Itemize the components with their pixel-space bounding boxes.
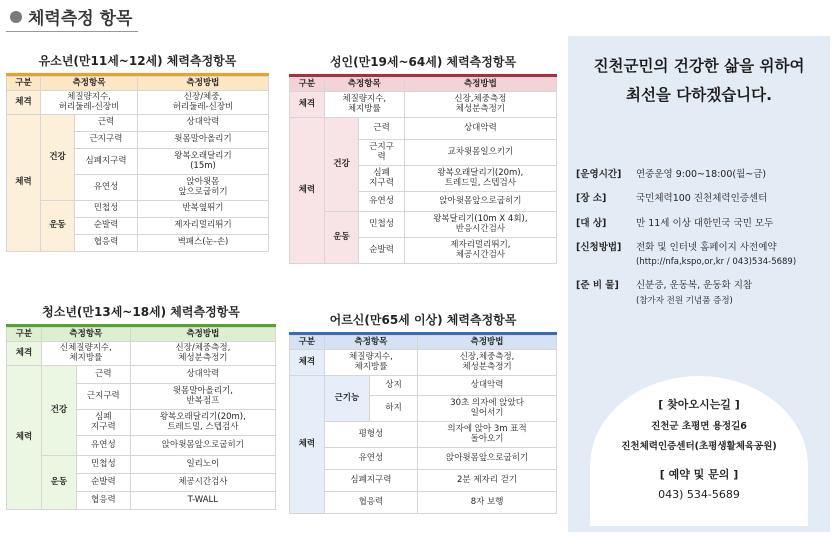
youth-panel xyxy=(6,49,269,252)
body-item: 체질량지수, 체지방률 xyxy=(324,350,417,376)
header-item: 측정항목 xyxy=(324,78,404,92)
info-value: 전화 및 인터넷 홈페이지 사전예약 xyxy=(636,242,777,254)
table-cell: 제자리멀리뛰기 xyxy=(137,218,268,235)
adult-table xyxy=(289,77,557,264)
body-label: 체격 xyxy=(7,342,42,366)
body-method: 신장,체중측정, 체성분측정기 xyxy=(418,350,557,376)
info-value-wrap xyxy=(636,280,826,306)
header-item: 측정항목 xyxy=(41,328,130,342)
table-cell: 왕복오래달리기(20m), 트레드밀, 스텝검사 xyxy=(130,410,275,436)
table-cell: 2분 제자리 걷기 xyxy=(418,470,557,492)
table-cell: 유연성 xyxy=(324,448,417,470)
exercise-label: 운동 xyxy=(324,212,359,264)
info-key: [준 비 물] xyxy=(576,280,619,292)
table-cell: 민첩성 xyxy=(75,201,138,218)
info-key: [신청방법] xyxy=(576,242,622,254)
table-cell: 윗몸말아올리기, 반복점프 xyxy=(130,384,275,410)
table-cell: 순발력 xyxy=(359,238,404,264)
body-item: 신체질량지수, 체지방률 xyxy=(41,342,130,366)
table-cell: 하지 xyxy=(370,396,418,422)
info-subvalue: (참가자 전원 기념품 증정) xyxy=(636,295,733,306)
table-cell: 상대악력 xyxy=(404,118,556,140)
info-row-apply xyxy=(576,242,826,268)
table-cell: 근력 xyxy=(76,366,130,384)
body-method: 신장/체중, 허리둘레-신장비 xyxy=(137,91,268,115)
table-cell: 앉아윗몸앞으로굽히기 xyxy=(130,436,275,456)
directions-title: [ 찾아오시는길 ] xyxy=(658,398,740,411)
info-row-target xyxy=(576,218,826,230)
table-cell: 순발력 xyxy=(75,218,138,235)
health-label: 건강 xyxy=(41,366,76,456)
exercise-label: 운동 xyxy=(41,456,76,510)
body-label: 체격 xyxy=(290,92,325,118)
table-cell: 제자리멀리뛰기, 체공시간검사 xyxy=(404,238,556,264)
contact-title: [ 예약 및 문의 ] xyxy=(659,468,739,481)
page-title xyxy=(6,4,138,32)
header-category: 구분 xyxy=(7,328,42,342)
table-cell: 앉아윗몸 앞으로굽히기 xyxy=(137,175,268,201)
info-key: [운영시간] xyxy=(576,169,622,180)
header-method: 측정방법 xyxy=(404,78,556,92)
header-item: 측정항목 xyxy=(41,77,138,91)
header-method: 측정방법 xyxy=(418,336,557,350)
body-item: 체질량지수, 체지방률 xyxy=(324,92,404,118)
info-key: [대 상] xyxy=(576,217,607,229)
table-cell: 교차윗몸일으키기 xyxy=(404,140,556,166)
page-title-text: 체력측정 항목 xyxy=(28,9,133,29)
exercise-label: 운동 xyxy=(41,201,75,252)
table-cell: 벽패스(눈-손) xyxy=(137,235,268,252)
table-cell: 심폐 지구력 xyxy=(359,166,404,192)
table-cell: 심폐지구력 xyxy=(75,149,138,175)
adult-panel-title: 성인(만19세~64세) 체력측정항목 xyxy=(329,55,517,69)
table-cell: 유연성 xyxy=(75,175,138,201)
senior-panel-title: 어르신(만65세 이상) 체력측정항목 xyxy=(329,313,517,327)
slogan-line-2: 최선을 다하겠습니다. xyxy=(625,86,773,105)
table-cell: 협응력 xyxy=(324,492,417,514)
table-cell: 상대악력 xyxy=(418,376,557,396)
center-name: 진천체력인증센터(초평생활체육공원) xyxy=(621,441,777,452)
header-item: 측정항목 xyxy=(324,336,417,350)
info-value: 연중운영 9:00~18:00(월~금) xyxy=(636,169,767,180)
table-cell: 앉아윗몸앞으로굽히기 xyxy=(404,192,556,212)
directions-box xyxy=(590,376,808,526)
body-label: 체격 xyxy=(290,350,325,376)
table-cell: 상지 xyxy=(370,376,418,396)
teen-panel xyxy=(6,300,276,510)
body-method: 신장/체중측정, 체성분측정기 xyxy=(130,342,275,366)
fitness-label: 체력 xyxy=(7,115,41,252)
table-cell: 평형성 xyxy=(324,422,417,448)
table-cell: 왕복달리기(10m X 4회), 반응시간검사 xyxy=(404,212,556,238)
info-value-wrap xyxy=(636,242,826,268)
phone-number: 043) 534-5689 xyxy=(658,488,740,501)
table-cell: 협응력 xyxy=(75,235,138,252)
table-cell: 심폐 지구력 xyxy=(76,410,130,436)
table-cell: 근지구력 xyxy=(75,132,138,149)
senior-table xyxy=(289,335,557,514)
info-row-hours xyxy=(576,169,826,181)
table-cell: 유연성 xyxy=(76,436,130,456)
table-cell: 민첩성 xyxy=(359,212,404,238)
table-cell: 근지구 력 xyxy=(359,140,404,166)
table-cell: 8자 보행 xyxy=(418,492,557,514)
header-category: 구분 xyxy=(290,78,325,92)
senior-panel xyxy=(289,308,557,514)
table-cell: 왕복오래달리기(20m), 트레드밀, 스텝검사 xyxy=(404,166,556,192)
slogan-line-1: 진천군민의 건강한 삶을 위하여 xyxy=(593,57,805,75)
title-bullet-icon xyxy=(10,11,22,23)
table-cell: 유연성 xyxy=(359,192,404,212)
info-key: [장 소] xyxy=(576,193,607,205)
slogan xyxy=(568,52,830,111)
adult-panel xyxy=(289,50,557,264)
table-cell: 심폐지구력 xyxy=(324,470,417,492)
fitness-label: 체력 xyxy=(290,376,325,514)
teen-panel-title: 청소년(만13세~18세) 체력측정항목 xyxy=(42,305,240,319)
table-cell: 왕복오래달리기 (15m) xyxy=(137,149,268,175)
table-cell: 민첩성 xyxy=(76,456,130,474)
teen-table xyxy=(6,327,276,510)
header-method: 측정방법 xyxy=(130,328,275,342)
header-category: 구분 xyxy=(290,336,325,350)
youth-table xyxy=(6,76,269,252)
info-subvalue: (http://nfa,kspo,or,kr / 043)534-5689) xyxy=(636,257,797,268)
info-value: 국민체력100 진천체력인증센터 xyxy=(636,193,768,205)
fitness-label: 체력 xyxy=(7,366,42,510)
strength-label: 근기능 xyxy=(324,376,369,422)
header-method: 측정방법 xyxy=(137,77,268,91)
table-cell: 상대악력 xyxy=(130,366,275,384)
health-label: 건강 xyxy=(324,118,359,212)
body-label: 체격 xyxy=(7,91,41,115)
info-panel xyxy=(568,36,830,532)
table-cell: 협응력 xyxy=(76,492,130,510)
header-category: 구분 xyxy=(7,77,41,91)
table-cell: 윗몸말아올리기 xyxy=(137,132,268,149)
info-rows xyxy=(576,169,826,319)
table-cell: 순발력 xyxy=(76,474,130,492)
table-cell: 의자에 앉아 3m 표적 돌아오기 xyxy=(418,422,557,448)
info-row-location xyxy=(576,193,826,205)
info-row-supplies xyxy=(576,280,826,306)
address: 진천군 초평면 용정길6 xyxy=(651,421,747,432)
table-cell: 30초 의자에 앉았다 일어서기 xyxy=(418,396,557,422)
info-value: 신분증, 운동복, 운동화 지참 xyxy=(636,280,753,292)
table-cell: 근력 xyxy=(75,115,138,132)
health-label: 건강 xyxy=(41,115,75,201)
table-cell: 일리노이 xyxy=(130,456,275,474)
table-cell: 앉아윗몸앞으로굽히기 xyxy=(418,448,557,470)
table-cell: 반복옆뛰기 xyxy=(137,201,268,218)
table-cell: 상대악력 xyxy=(137,115,268,132)
body-method: 신장,체중측정 체성분측정기 xyxy=(404,92,556,118)
fitness-label: 체력 xyxy=(290,118,325,264)
info-value: 만 11세 이상 대한민국 국민 모두 xyxy=(636,217,774,229)
table-cell: 근력 xyxy=(359,118,404,140)
table-cell: 체공시간검사 xyxy=(130,474,275,492)
table-cell: 근지구력 xyxy=(76,384,130,410)
body-item: 체질량지수, 허리둘레-신장비 xyxy=(41,91,138,115)
youth-panel-title: 유소년(만11세~12세) 체력측정항목 xyxy=(38,54,237,68)
table-cell: T-WALL xyxy=(130,492,275,510)
